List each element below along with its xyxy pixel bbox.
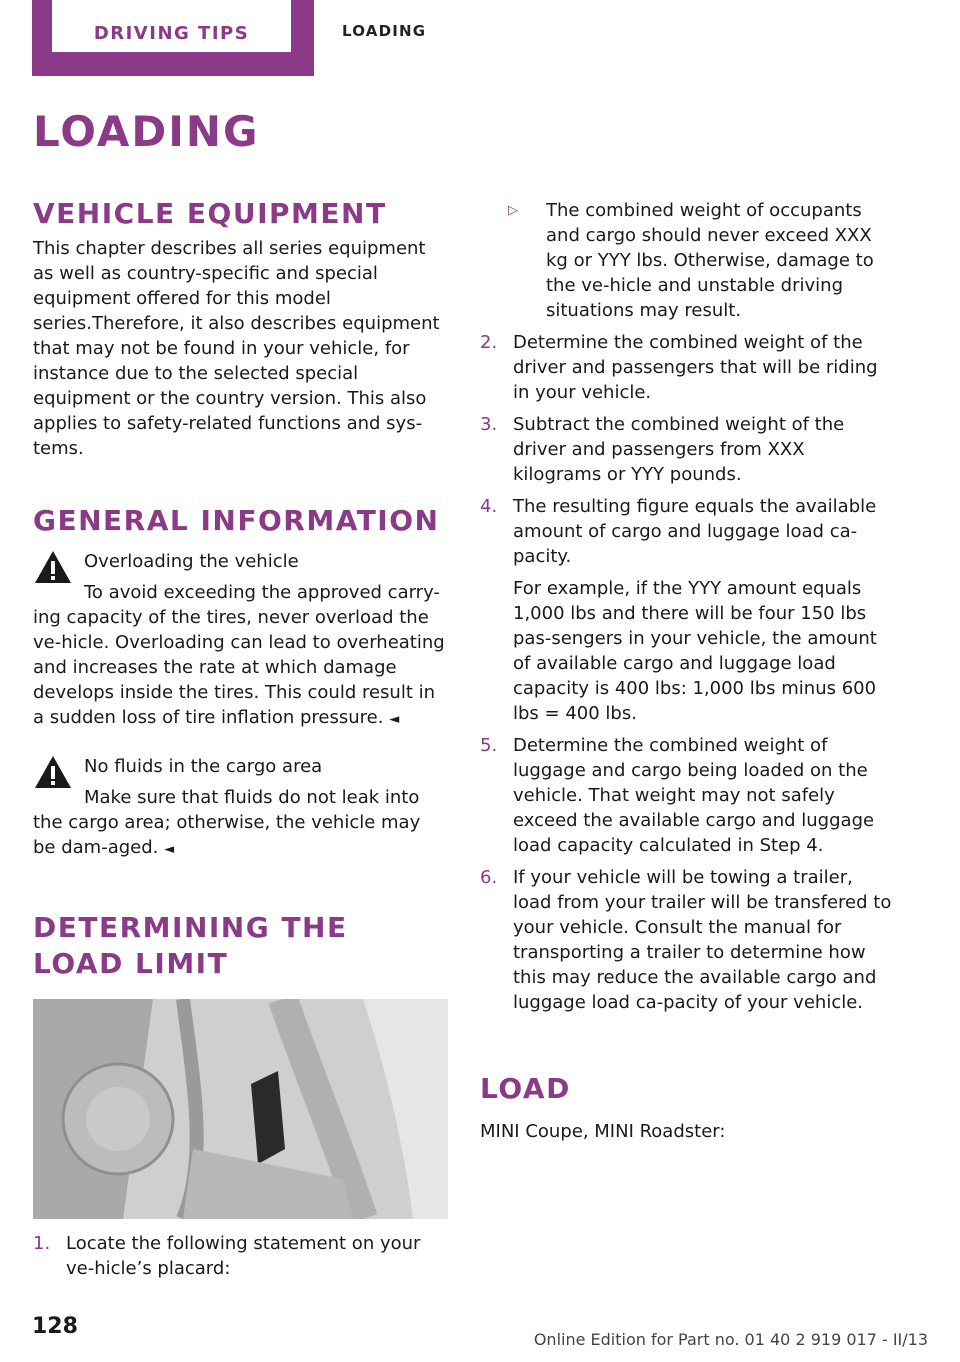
warning-fluids xyxy=(33,754,448,862)
warning-triangle-icon xyxy=(33,549,73,585)
section-tab-label: LOADING xyxy=(342,22,427,40)
step-number: 2. xyxy=(480,332,498,353)
list-item xyxy=(480,865,896,1015)
step-text: Determine the combined weight of the driver and passengers that will be riding in your vehicle. xyxy=(513,332,878,403)
end-marker: ◄ xyxy=(389,712,400,727)
page-title: LOADING xyxy=(33,107,260,156)
chapter-tab-active xyxy=(32,0,314,76)
step-number: 1. xyxy=(33,1233,51,1254)
load-heading: LOAD xyxy=(480,1072,571,1105)
load-limit-heading: DETERMINING THE LOAD LIMIT xyxy=(33,911,348,980)
warning-fluids-title: No fluids in the cargo area xyxy=(84,756,323,777)
warning-overloading xyxy=(33,549,448,732)
warning-triangle-icon xyxy=(33,754,73,790)
list-item xyxy=(480,330,896,405)
placard-statement-bullet xyxy=(480,198,896,323)
vehicle-equipment-heading: VEHICLE EQUIPMENT xyxy=(33,197,387,230)
step-number: 4. xyxy=(480,496,498,517)
load-body: MINI Coupe, MINI Roadster: xyxy=(480,1121,726,1142)
load-limit-steps-left xyxy=(33,1231,448,1281)
step-text: Subtract the combined weight of the driver and passengers from XXX kilograms or YYY pounds. xyxy=(513,414,845,485)
warning-overloading-text: To avoid exceeding the approved carry-ing capacity of the tires, never overload the ve-hicle. Overloading can lead to overheating and increases the rate at which damage develops inside the tires. This could result in a sudden loss of tire inflation pressure. xyxy=(33,582,445,728)
warning-fluids-text: Make sure that fluids do not leak into the cargo area; otherwise, the vehicle may be dam-aged. xyxy=(33,787,421,858)
placard-location-photo xyxy=(33,999,448,1219)
step-number: 5. xyxy=(480,735,498,756)
placard-photo-illustration xyxy=(33,999,448,1219)
warning-overloading-body xyxy=(33,580,448,732)
list-item xyxy=(480,412,896,487)
step-text: The resulting figure equals the available amount of cargo and luggage load ca-pacity. xyxy=(513,496,877,567)
step-text: If your vehicle will be towing a trailer, load from your trailer will be transfered to your vehicle. Consult the manual for transporting a trailer to determine how this may reduce the available cargo and luggage load ca-pacity of your vehicle. xyxy=(513,867,892,1013)
placard-statement-text: The combined weight of occupants and cargo should never exceed XXX kg or YYY lbs. Otherwise, damage to the ve-hicle and unstable driving situations may result. xyxy=(546,200,874,321)
right-column xyxy=(480,198,896,1144)
load-limit-steps-right xyxy=(480,330,896,1015)
list-item xyxy=(480,494,896,726)
warning-fluids-body xyxy=(33,785,448,862)
page-number: 128 xyxy=(32,1314,78,1339)
step-number: 6. xyxy=(480,867,498,888)
end-marker: ◄ xyxy=(164,842,175,857)
step-number: 3. xyxy=(480,414,498,435)
step-text: Determine the combined weight of luggage and cargo being loaded on the vehicle. That weight may not safely exceed the available cargo and luggage load capacity calculated in Step 4. xyxy=(513,735,875,856)
step-text: Locate the following statement on your ve-hicle’s placard: xyxy=(66,1233,421,1279)
warning-overloading-title: Overloading the vehicle xyxy=(84,551,299,572)
list-item xyxy=(480,733,896,858)
left-column xyxy=(33,196,448,1281)
step-example: For example, if the YYY amount equals 1,000 lbs and there will be four 150 lbs pas-sengers in your vehicle, the amount of available cargo and luggage load capacity is 400 lbs: 1,000 lbs minus 600 lbs = 400 lbs. xyxy=(513,578,877,724)
triangle-bullet-icon: ▷ xyxy=(508,203,518,218)
general-information-heading: GENERAL INFORMATION xyxy=(33,504,440,537)
list-item xyxy=(33,1231,448,1281)
chapter-tab-label: DRIVING TIPS xyxy=(52,0,291,52)
edition-footer: Online Edition for Part no. 01 40 2 919 017 - II/13 xyxy=(533,1330,928,1349)
vehicle-equipment-body: This chapter describes all series equipment as well as country-specific and special equipment offered for this model series.Therefore, it also describes equipment that may not be found in your vehicle, for instance due to the selected special equipment or the country version. This also applies to safety-related functions and sys-tems. xyxy=(33,238,440,459)
